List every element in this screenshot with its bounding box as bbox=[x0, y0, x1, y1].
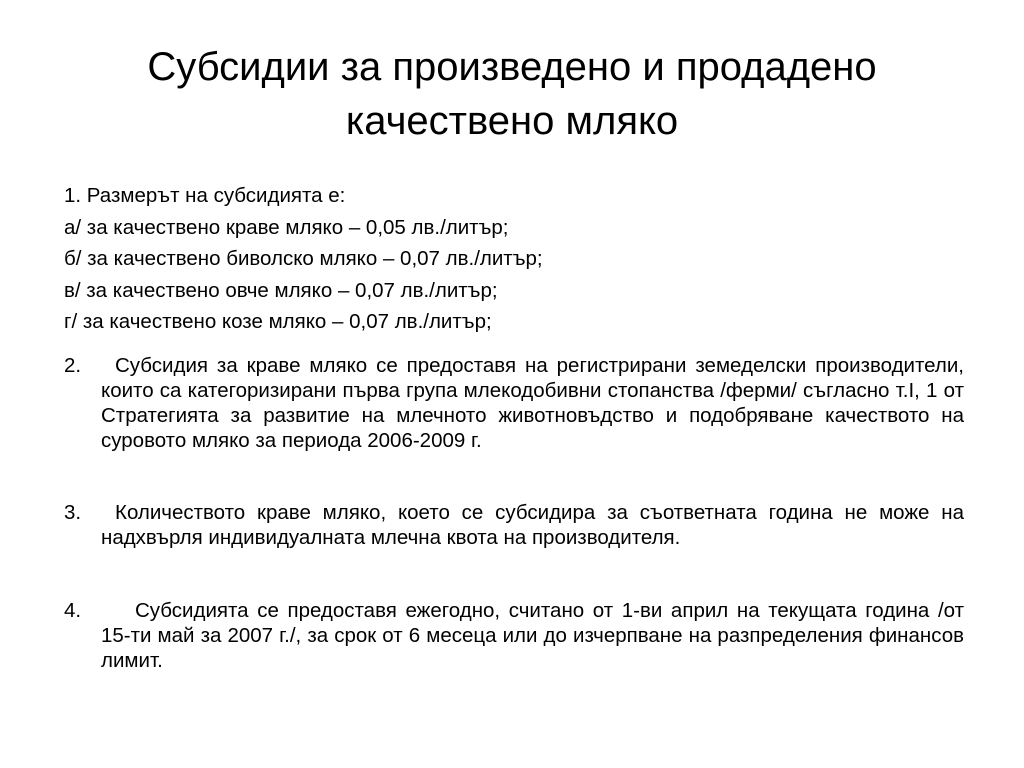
rate-buffalo-milk: б/ за качествено биволско мляко – 0,07 лв./литър; bbox=[64, 247, 543, 270]
list-item-3 bbox=[64, 500, 964, 550]
rates-heading: 1. Размерът на субсидията е: bbox=[64, 184, 346, 207]
list-item-text: Субсидията се предоставя ежегодно, считано от 1-ви април на текущата година /от 15-ти май за 2007 г./, за срок от 6 месеца или до изчерпване на разпределения финансов лимит. bbox=[101, 599, 964, 672]
rate-cow-milk: а/ за качествено краве мляко – 0,05 лв./литър; bbox=[64, 215, 509, 239]
title-line-2: качествено мляко bbox=[345, 99, 679, 143]
slide-title bbox=[60, 40, 964, 148]
list-item-number: 3. bbox=[64, 501, 82, 524]
subsidy-rates-list bbox=[64, 180, 964, 338]
title-line-1: Субсидии за произведено и продадено bbox=[147, 45, 877, 89]
rate-goat-milk: г/ за качествено козе мляко – 0,07 лв./литър; bbox=[64, 310, 492, 333]
list-item-4 bbox=[64, 598, 964, 673]
list-item-number: 2. bbox=[64, 354, 82, 377]
list-item-number: 4. bbox=[64, 599, 82, 622]
list-item-text: Субсидия за краве мляко се предоставя на регистрирани земеделски производители, които са категоризирани първа група млекодобивни стопанства /ферми/ съгласно т.I, 1 от Стратегията за развитие на млечното животновъдство и подобряване качеството на суровото мляко за периода 2006-2009 г. bbox=[101, 354, 964, 452]
list-item-text: Количеството краве мляко, което се субсидира за съответната година не може на надхвърля индивидуалната млечна квота на производителя. bbox=[101, 501, 964, 549]
rate-sheep-milk: в/ за качествено овче мляко – 0,07 лв./литър; bbox=[64, 278, 498, 302]
list-item-2 bbox=[64, 353, 964, 453]
